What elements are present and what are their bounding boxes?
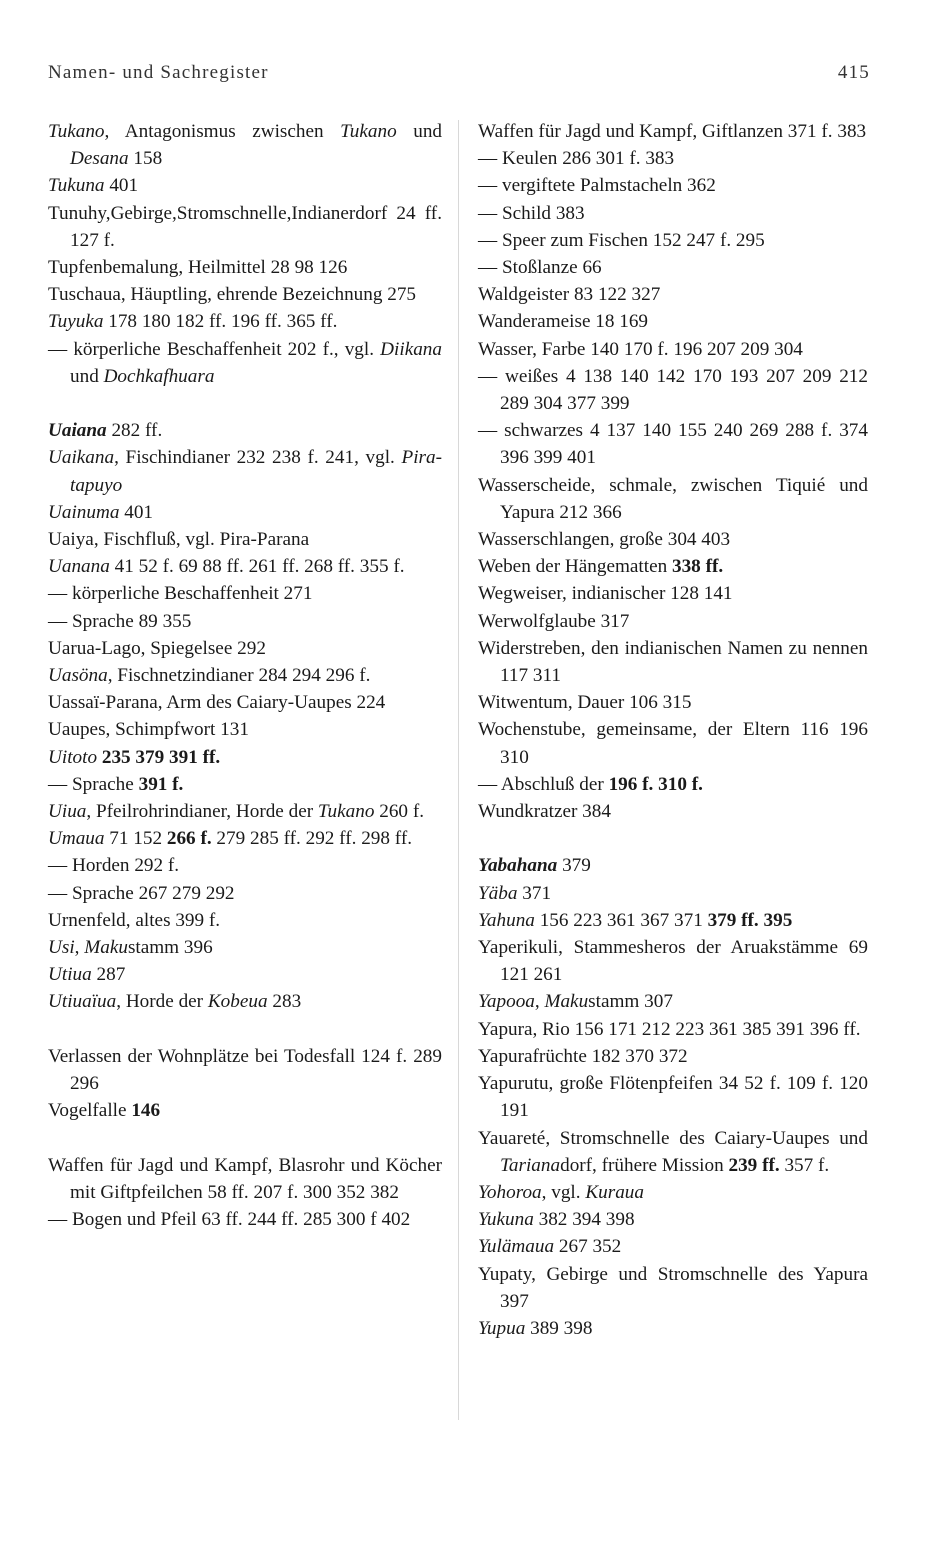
index-entry: Wasser, Farbe 140 170 f. 196 207 209 304 (478, 338, 803, 360)
index-entry: Tukano, Antagonismus zwischen Tukano und Desana 158 (48, 121, 442, 170)
index-entry: — Horden 292 f. (48, 855, 180, 877)
index-entry: Yauareté, Stromschnelle des Caiary-Uaupes und Tarianadorf, frühere Mission 239 ff. 357 f. (478, 1127, 868, 1176)
index-entry: Wasserscheide, schmale, zwischen Tiquié und Yapura 212 366 (478, 474, 868, 523)
index-entry: Yohoroa, vgl. Kuraua (478, 1181, 644, 1203)
index-entry: — schwarzes 4 137 140 155 240 269 288 f. 374 396 399 401 (478, 420, 868, 469)
index-entry: Yapooa, Makustamm 307 (478, 991, 673, 1013)
section-gap (48, 1016, 442, 1043)
section-gap (48, 390, 442, 417)
index-entry: — körperliche Beschaffenheit 202 f., vgl. Diikana und Dochkafhuara (48, 338, 442, 387)
index-entry: Verlassen der Wohnplätze bei Todesfall 124 f. 289 296 (48, 1045, 442, 1095)
index-entry: Usi, Makustamm 396 (48, 937, 213, 959)
page-number: 415 (837, 62, 870, 83)
index-entry: Yapurutu, große Flötenpfeifen 34 52 f. 109 f. 120 191 (478, 1073, 868, 1122)
index-entry: Uanana 41 52 f. 69 88 ff. 261 ff. 268 ff. 355 f. (48, 556, 405, 578)
index-entry: Waffen für Jagd und Kampf, Blasrohr und Köcher mit Giftpfeilchen 58 ff. 207 f. 300 352 382 (48, 1154, 442, 1203)
page-header (48, 62, 870, 92)
index-entry: Yukuna 382 394 398 (478, 1209, 635, 1231)
index-entry: Uaupes, Schimpfwort 131 (48, 719, 249, 741)
index-entry: Uassaï-Parana, Arm des Caiary-Uaupes 224 (48, 692, 386, 714)
index-entry: Yabahana 379 (478, 855, 591, 877)
index-entry: — Abschluß der 196 f. 310 f. (478, 773, 703, 795)
index-entry: — Sprache 391 f. (48, 773, 184, 795)
index-entry: Widerstreben, den indianischen Namen zu nennen 117 311 (478, 637, 868, 687)
index-entry: — körperliche Beschaffenheit 271 (48, 583, 313, 605)
index-entry: Tuschaua, Häuptling, ehrende Bezeichnung 275 (48, 284, 417, 306)
index-entry: Tuyuka 178 180 182 ff. 196 ff. 365 ff. (48, 311, 338, 333)
index-entry: Uaiana 282 ff. (48, 420, 163, 442)
index-entry: — Sprache 267 279 292 (48, 882, 235, 904)
index-entry: Umaua 71 152 266 f. 279 285 ff. 292 ff. 298 ff. (48, 828, 413, 850)
index-entry: — Bogen und Pfeil 63 ff. 244 ff. 285 300 f 402 (48, 1209, 411, 1231)
index-entry: Uasöna, Fischnetzindianer 284 294 296 f. (48, 665, 371, 687)
index-entry: Uaiya, Fischfluß, vgl. Pira-Parana (48, 529, 310, 551)
index-entry: — Stoßlanze 66 (478, 257, 602, 279)
index-entry: Uitoto 235 379 391 ff. (48, 746, 221, 768)
index-entry: Wundkratzer 384 (478, 801, 611, 823)
index-entry: Wegweiser, indianischer 128 141 (478, 583, 733, 605)
index-entry: Tupfenbemalung, Heilmittel 28 98 126 (48, 257, 348, 279)
index-entry: Utiuaïua, Horde der Kobeua 283 (48, 991, 302, 1013)
index-entry: Uaikana, Fischindianer 232 238 f. 241, vgl. Pira-tapuyo (48, 447, 442, 496)
index-entry: Waldgeister 83 122 327 (478, 284, 661, 306)
index-entry: Uiua, Pfeilrohrindianer, Horde der Tukano 260 f. (48, 801, 424, 823)
index-entry: Wochenstube, gemeinsame, der Eltern 116 196 310 (478, 719, 868, 768)
index-entry: Weben der Hängematten 338 ff. (478, 556, 724, 578)
index-column-left (48, 118, 442, 1233)
index-entry: — Speer zum Fischen 152 247 f. 295 (478, 229, 765, 251)
index-column-right (478, 118, 868, 1342)
index-entry: Wanderameise 18 169 (478, 311, 649, 333)
index-entry: Yapura, Rio 156 171 212 223 361 385 391 396 ff. (478, 1018, 861, 1040)
running-title: Namen- und Sachregister (48, 62, 269, 83)
index-entry: Uainuma 401 (48, 501, 153, 523)
section-gap (478, 825, 868, 852)
index-entry: Yapurafrüchte 182 370 372 (478, 1045, 688, 1067)
index-entry: — vergiftete Palmstacheln 362 (478, 175, 716, 197)
index-entry: Vogelfalle 146 (48, 1100, 161, 1122)
index-entry: Tukuna 401 (48, 175, 139, 197)
index-entry: Uarua-Lago, Spiegelsee 292 (48, 637, 266, 659)
index-entry: Tunuhy,Gebirge,Stromschnelle,Indianerdorf 24 ff. 127 f. (48, 202, 442, 251)
index-entry: Waffen für Jagd und Kampf, Giftlanzen 371 f. 383 (478, 121, 867, 142)
index-entry: Yahuna 156 223 361 367 371 379 ff. 395 (478, 909, 793, 931)
column-divider (458, 120, 459, 1420)
index-entry: Yulämaua 267 352 (478, 1236, 622, 1258)
index-entry: Werwolfglaube 317 (478, 610, 630, 632)
index-entry: — Sprache 89 355 (48, 610, 192, 632)
index-entry: — weißes 4 138 140 142 170 193 207 209 212 289 304 377 399 (478, 365, 868, 415)
section-gap (48, 1124, 442, 1151)
index-entry: Yaperikuli, Stammesheros der Aruakstämme 69 121 261 (478, 937, 868, 986)
index-entry: Utiua 287 (48, 964, 126, 986)
index-entry: Yäba 371 (478, 882, 552, 904)
index-entry: Wasserschlangen, große 304 403 (478, 529, 731, 551)
index-entry: Urnenfeld, altes 399 f. (48, 909, 221, 931)
index-entry: Witwentum, Dauer 106 315 (478, 692, 692, 714)
index-entry: — Keulen 286 301 f. 383 (478, 148, 675, 170)
index-entry: Yupaty, Gebirge und Stromschnelle des Yapura 397 (478, 1263, 868, 1312)
index-entry: — Schild 383 (478, 202, 585, 224)
index-entry: Yupua 389 398 (478, 1317, 593, 1339)
